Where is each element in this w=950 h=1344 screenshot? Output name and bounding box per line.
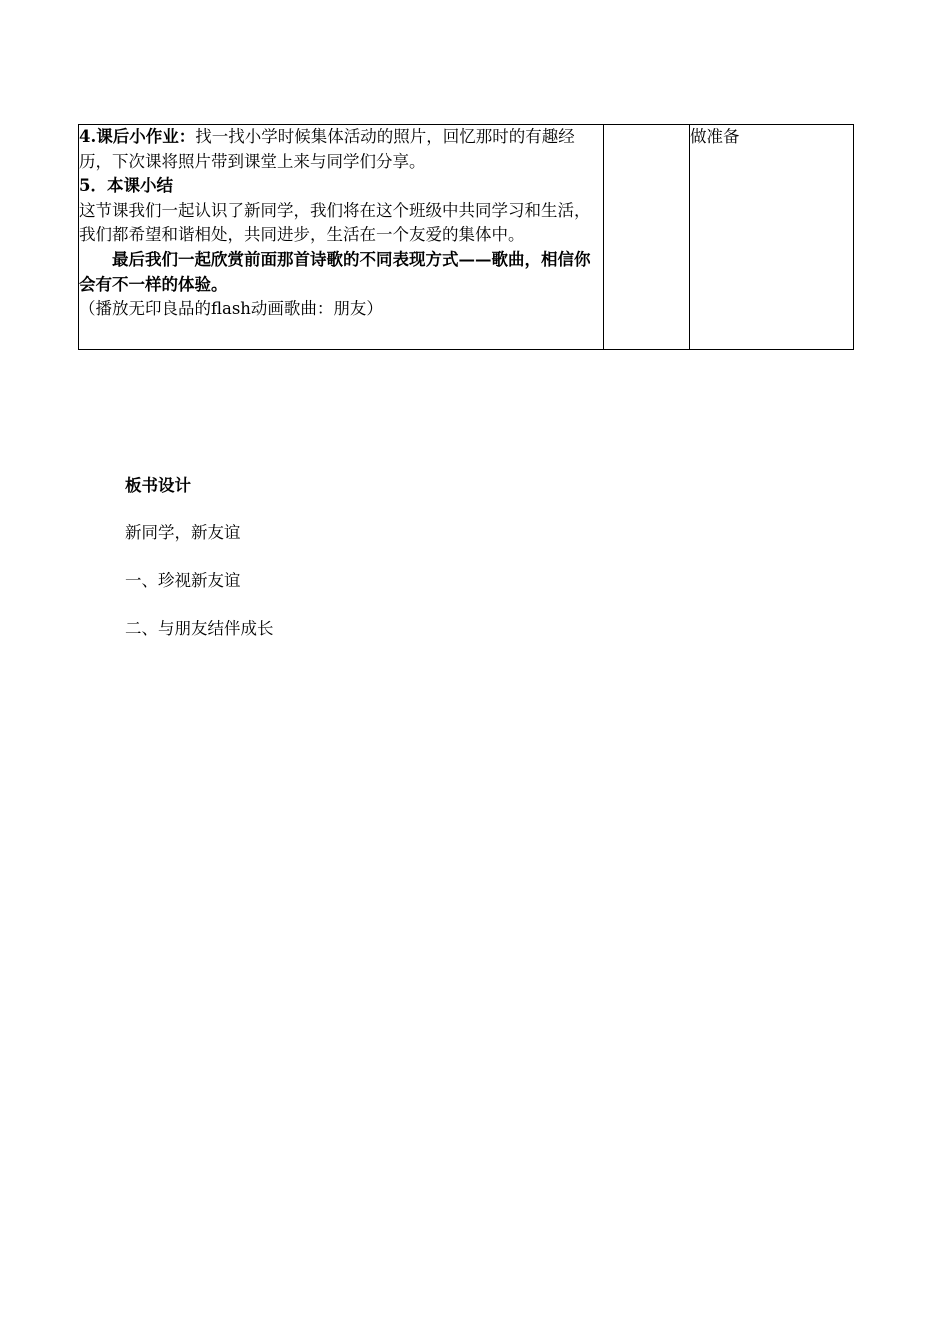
- board-title: 新同学，新友谊: [125, 523, 241, 542]
- design-intent-cell: 做准备: [690, 125, 854, 350]
- board-point-1: 一、珍视新友谊: [125, 571, 241, 590]
- homework-text: 找一找小学时候集体活动的照片，回忆那时的有趣经历，下次课将照片带到课堂上来与同学们分享。: [79, 127, 575, 171]
- song-intro: 最后我们一起欣赏前面那首诗歌的不同表现方式——歌曲，相信你会有不一样的体验。: [79, 249, 591, 294]
- homework-title: 4.课后小作业：: [79, 127, 196, 146]
- table-row: [79, 125, 854, 350]
- student-activity-cell: [604, 125, 690, 350]
- play-note: （播放无印良品的flash动画歌曲：朋友）: [79, 299, 383, 319]
- summary-text: 这节课我们一起认识了新同学，我们将在这个班级中共同学习和生活，我们都希望和谐相处，共同进步，生活在一个友爱的集体中。: [79, 200, 591, 245]
- lesson-plan-table: [78, 124, 854, 350]
- activity-cell: [79, 125, 604, 350]
- homework-paragraph: [79, 125, 603, 174]
- summary-title: 5．本课小结: [79, 176, 173, 196]
- board-point-2: 二、与朋友结伴成长: [125, 619, 274, 638]
- board-heading: 板书设计: [125, 476, 191, 495]
